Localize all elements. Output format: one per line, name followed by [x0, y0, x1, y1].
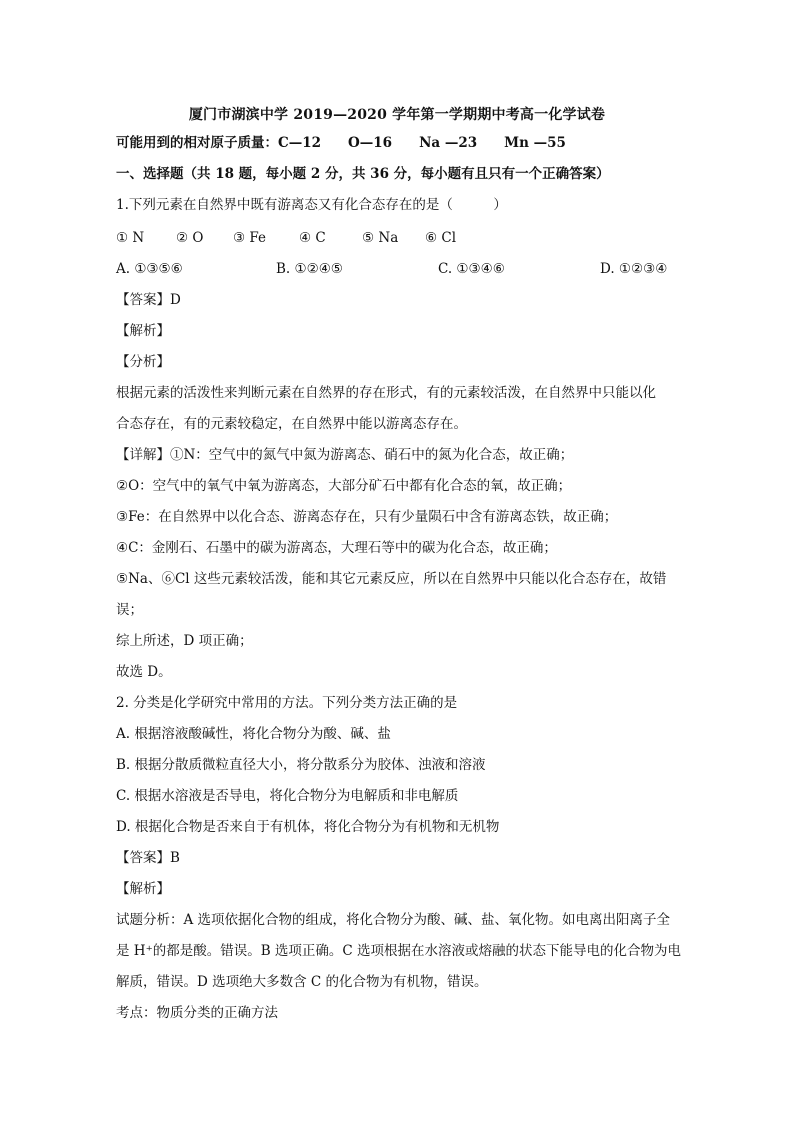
q1-detail: 【详解】①N：空气中的氮气中氮为游离态、硝石中的氮为化合态，故正确；	[116, 447, 574, 463]
section-heading: 一、选择题（共 18 题，每小题 2 分，共 36 分，每小题有且只有一个正确答案）	[116, 166, 610, 182]
q2-option-b: B. 根据分散质微粒直径大小，将分散系分为胶体、浊液和溶液	[116, 757, 486, 773]
q1-option-b: B. ①②④⑤	[276, 261, 343, 277]
exam-title: 厦门市湖滨中学 2019—2020 学年第一学期期中考高一化学试卷	[188, 107, 606, 123]
q2-answer: 【答案】B	[116, 850, 180, 866]
q1-analysis-heading: 【解析】	[116, 323, 170, 339]
q1-answer: 【答案】D	[116, 292, 181, 308]
q1-detail: ⑤Na、⑥Cl 这些元素较活泼，能和其它元素反应，所以在自然界中只能以化合态存在，故错	[116, 571, 667, 587]
q2-option-c: C. 根据水溶液是否导电，将化合物分为电解质和非电解质	[116, 788, 459, 804]
q1-detail: ②O：空气中的氧气中氧为游离态，大部分矿石中都有化合态的氧，故正确；	[116, 478, 572, 494]
q2-analysis-heading: 【解析】	[116, 881, 170, 897]
q2-kaodian: 考点：物质分类的正确方法	[116, 1005, 278, 1021]
q1-element: ④ C	[299, 230, 326, 246]
q1-detail: ④C：金刚石、石墨中的碳为游离态，大理石等中的碳为化合态，故正确；	[116, 540, 557, 556]
q1-choose: 故选 D。	[116, 664, 172, 680]
q1-summary: 综上所述，D 项正确；	[116, 633, 253, 649]
atomic-masses: 可能用到的相对原子质量：C—12 O—16 Na —23 Mn —55	[116, 135, 566, 151]
q2-analysis-text: 试题分析：A 选项依据化合物的组成，将化合物分为酸、碱、盐、氧化物。如电离出阳离子全	[116, 912, 671, 928]
q1-option-a: A. ①③⑤⑥	[116, 261, 183, 277]
q1-element: ① N	[116, 230, 145, 246]
q1-fenxi-text: 根据元素的活泼性来判断元素在自然界的存在形式，有的元素较活泼，在自然界中只能以化	[116, 385, 656, 401]
q1-option-c: C. ①③④⑥	[438, 261, 505, 277]
q1-stem: 1.下列元素在自然界中既有游离态又有化合态存在的是（ ）	[116, 197, 507, 213]
q2-stem: 2. 分类是化学研究中常用的方法。下列分类方法正确的是	[116, 695, 458, 711]
q2-option-d: D. 根据化合物是否来自于有机体，将化合物分为有机物和无机物	[116, 819, 500, 835]
q1-detail: 误；	[116, 602, 143, 618]
q1-element: ⑥ Cl	[425, 230, 457, 246]
q2-analysis-text: 解质，错误。D 选项绝大多数含 C 的化合物为有机物，错误。	[116, 974, 488, 990]
q1-detail: ③Fe：在自然界中以化合态、游离态存在，只有少量陨石中含有游离态铁，故正确；	[116, 509, 618, 525]
q2-analysis-text: 是 H⁺的都是酸。错误。B 选项正确。C 选项根据在水溶液或熔融的状态下能导电的化合物为电	[116, 943, 682, 959]
q1-element-list	[116, 229, 456, 247]
q1-fenxi-heading: 【分析】	[116, 354, 170, 370]
q1-fenxi-text: 合态存在，有的元素较稳定，在自然界中能以游离态存在。	[116, 416, 467, 432]
q1-element: ③ Fe	[233, 230, 267, 246]
q1-options	[116, 260, 667, 278]
q2-option-a: A. 根据溶液酸碱性，将化合物分为酸、碱、盐	[116, 726, 391, 742]
q1-element: ② O	[176, 230, 204, 246]
q1-element: ⑤ Na	[362, 230, 399, 246]
q1-option-d: D. ①②③④	[600, 261, 668, 277]
